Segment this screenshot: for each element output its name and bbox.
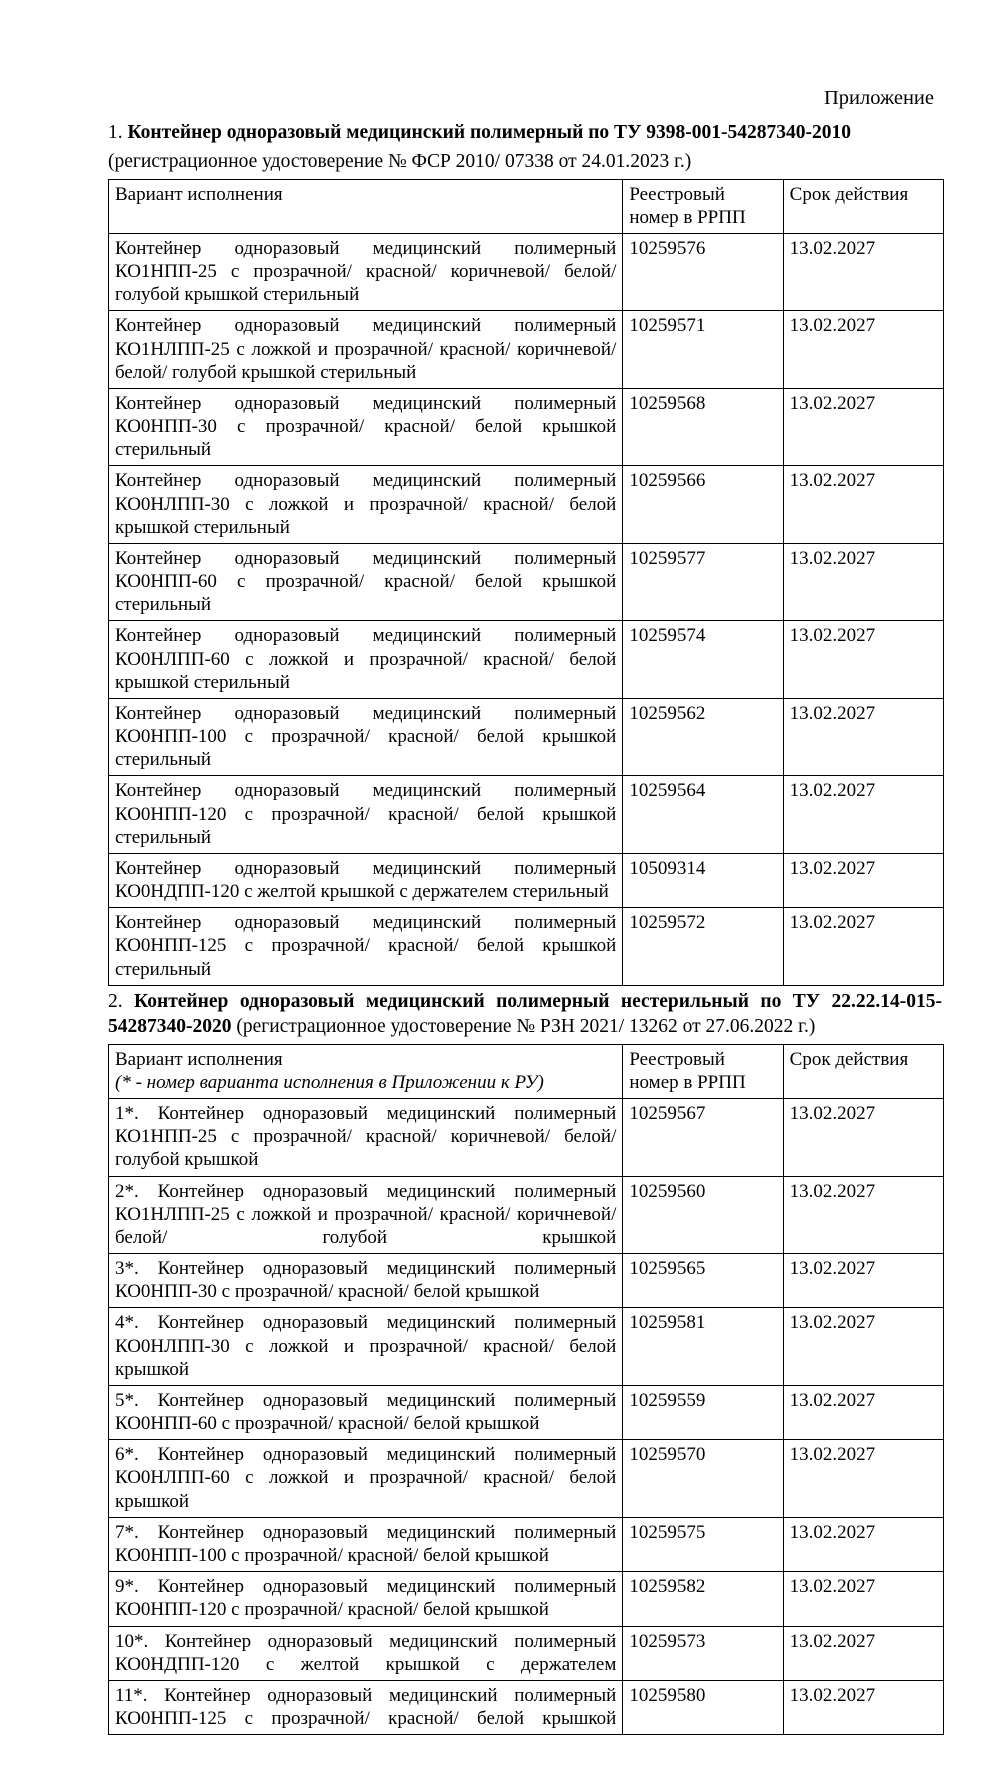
table-row xyxy=(109,233,944,311)
section-2-number: 2. xyxy=(108,990,123,1012)
cell-registry-number: 10259582 xyxy=(623,1572,783,1626)
column-header-variant xyxy=(109,1044,623,1098)
table-header-row xyxy=(109,1044,944,1098)
cell-variant: 6*. Контейнер одноразовый медицинский полимерный КО0НЛПП-60 с ложкой и прозрачной/ красной/ белой крышкой xyxy=(109,1440,623,1518)
cell-registry-number: 10259572 xyxy=(623,908,783,986)
section-2-registration: (регистрационное удостоверение № РЗН 2021/ 13262 от 27.06.2022 г.) xyxy=(236,1015,816,1037)
table-row xyxy=(109,621,944,699)
section-2-title: Контейнер одноразовый медицинский полимерный нестерильный по ТУ 22.22.14-015-54287340-2020 xyxy=(108,990,942,1037)
cell-variant: Контейнер одноразовый медицинский полимерный КО1НЛПП-25 с ложкой и прозрачной/ красной/ коричневой/ белой/ голубой крышкой стерильный xyxy=(109,311,623,389)
cell-variant: Контейнер одноразовый медицинский полимерный КО0НДПП-120 с желтой крышкой с держателем стерильный xyxy=(109,853,623,907)
cell-registry-number: 10259577 xyxy=(623,543,783,621)
section-2-heading xyxy=(108,990,944,1040)
table-row xyxy=(109,1440,944,1518)
table-row xyxy=(109,1254,944,1308)
column-header-registry-number: Реестровый номер в РРПП xyxy=(623,1044,783,1098)
cell-validity: 13.02.2027 xyxy=(783,621,943,699)
cell-registry-number: 10259576 xyxy=(623,233,783,311)
cell-validity: 13.02.2027 xyxy=(783,1572,943,1626)
section-1-number: 1. xyxy=(108,121,123,143)
cell-variant: 7*. Контейнер одноразовый медицинский полимерный КО0НПП-100 с прозрачной/ красной/ белой крышкой xyxy=(109,1517,623,1571)
cell-validity: 13.02.2027 xyxy=(783,1680,943,1734)
cell-registry-number: 10259566 xyxy=(623,466,783,544)
cell-variant: 4*. Контейнер одноразовый медицинский полимерный КО0НЛПП-30 с ложкой и прозрачной/ красной/ белой крышкой xyxy=(109,1308,623,1386)
table-row xyxy=(109,1572,944,1626)
column-header-validity: Срок действия xyxy=(783,179,943,233)
cell-registry-number: 10259571 xyxy=(623,311,783,389)
cell-registry-number: 10259575 xyxy=(623,1517,783,1571)
table-row xyxy=(109,1176,944,1254)
cell-validity: 13.02.2027 xyxy=(783,698,943,776)
cell-variant: Контейнер одноразовый медицинский полимерный КО0НПП-100 с прозрачной/ красной/ белой крышкой стерильный xyxy=(109,698,623,776)
cell-validity: 13.02.2027 xyxy=(783,1440,943,1518)
cell-validity: 13.02.2027 xyxy=(783,853,943,907)
table-row xyxy=(109,698,944,776)
cell-registry-number: 10259574 xyxy=(623,621,783,699)
cell-variant: 9*. Контейнер одноразовый медицинский полимерный КО0НПП-120 с прозрачной/ красной/ белой крышкой xyxy=(109,1572,623,1626)
section-1-title: Контейнер одноразовый медицинский полимерный по ТУ 9398-001-54287340-2010 xyxy=(127,121,851,143)
cell-validity: 13.02.2027 xyxy=(783,908,943,986)
cell-registry-number: 10259568 xyxy=(623,388,783,466)
cell-variant: 10*. Контейнер одноразовый медицинский полимерный КО0НДПП-120 с желтой крышкой с держателем xyxy=(109,1626,623,1680)
table-row xyxy=(109,1517,944,1571)
table-row xyxy=(109,1385,944,1439)
cell-validity: 13.02.2027 xyxy=(783,311,943,389)
column-header-variant-label: Вариант исполнения xyxy=(115,1048,283,1070)
section-1-registration: (регистрационное удостоверение № ФСР 2010/ 07338 от 24.01.2023 г.) xyxy=(108,150,692,172)
table-header-row xyxy=(109,179,944,233)
cell-variant: 2*. Контейнер одноразовый медицинский полимерный КО1НЛПП-25 с ложкой и прозрачной/ красной/ коричневой/ белой/ голубой крышкой xyxy=(109,1176,623,1254)
cell-validity: 13.02.2027 xyxy=(783,543,943,621)
cell-variant: 1*. Контейнер одноразовый медицинский полимерный КО1НПП-25 с прозрачной/ красной/ коричневой/ белой/ голубой крышкой xyxy=(109,1099,623,1177)
cell-validity: 13.02.2027 xyxy=(783,466,943,544)
cell-variant: Контейнер одноразовый медицинский полимерный КО0НЛПП-60 с ложкой и прозрачной/ красной/ белой крышкой стерильный xyxy=(109,621,623,699)
cell-registry-number: 10259559 xyxy=(623,1385,783,1439)
table-row xyxy=(109,1099,944,1177)
cell-registry-number: 10259570 xyxy=(623,1440,783,1518)
table-row xyxy=(109,388,944,466)
cell-registry-number: 10259564 xyxy=(623,776,783,854)
section-1-registration-line xyxy=(108,150,944,175)
column-header-validity: Срок действия xyxy=(783,1044,943,1098)
cell-variant: Контейнер одноразовый медицинский полимерный КО0НПП-30 с прозрачной/ красной/ белой крышкой стерильный xyxy=(109,388,623,466)
column-header-variant-note: (* - номер варианта исполнения в Приложении к РУ) xyxy=(115,1071,544,1093)
cell-validity: 13.02.2027 xyxy=(783,1176,943,1254)
cell-registry-number: 10259560 xyxy=(623,1176,783,1254)
cell-validity: 13.02.2027 xyxy=(783,388,943,466)
table-row xyxy=(109,776,944,854)
cell-registry-number: 10259567 xyxy=(623,1099,783,1177)
cell-variant: 11*. Контейнер одноразовый медицинский полимерный КО0НПП-125 с прозрачной/ красной/ белой крышкой xyxy=(109,1680,623,1734)
cell-variant: 3*. Контейнер одноразовый медицинский полимерный КО0НПП-30 с прозрачной/ красной/ белой крышкой xyxy=(109,1254,623,1308)
cell-validity: 13.02.2027 xyxy=(783,1385,943,1439)
cell-validity: 13.02.2027 xyxy=(783,1517,943,1571)
cell-registry-number: 10509314 xyxy=(623,853,783,907)
cell-validity: 13.02.2027 xyxy=(783,233,943,311)
appendix-label: Приложение xyxy=(823,87,934,109)
cell-variant: Контейнер одноразовый медицинский полимерный КО0НПП-125 с прозрачной/ красной/ белой крышкой стерильный xyxy=(109,908,623,986)
table-row xyxy=(109,311,944,389)
table-row xyxy=(109,466,944,544)
cell-validity: 13.02.2027 xyxy=(783,776,943,854)
cell-validity: 13.02.2027 xyxy=(783,1626,943,1680)
section-2-table xyxy=(108,1044,944,1735)
section-1-table xyxy=(108,179,944,986)
cell-registry-number: 10259565 xyxy=(623,1254,783,1308)
cell-registry-number: 10259573 xyxy=(623,1626,783,1680)
cell-registry-number: 10259580 xyxy=(623,1680,783,1734)
table-row xyxy=(109,543,944,621)
cell-variant: 5*. Контейнер одноразовый медицинский полимерный КО0НПП-60 с прозрачной/ красной/ белой крышкой xyxy=(109,1385,623,1439)
table-row xyxy=(109,1680,944,1734)
cell-variant: Контейнер одноразовый медицинский полимерный КО1НПП-25 с прозрачной/ красной/ коричневой/ белой/ голубой крышкой стерильный xyxy=(109,233,623,311)
cell-registry-number: 10259562 xyxy=(623,698,783,776)
cell-validity: 13.02.2027 xyxy=(783,1099,943,1177)
column-header-registry-number: Реестровый номер в РРПП xyxy=(623,179,783,233)
table-row xyxy=(109,908,944,986)
cell-validity: 13.02.2027 xyxy=(783,1308,943,1386)
cell-validity: 13.02.2027 xyxy=(783,1254,943,1308)
cell-variant: Контейнер одноразовый медицинский полимерный КО0НПП-60 с прозрачной/ красной/ белой крышкой стерильный xyxy=(109,543,623,621)
table-row xyxy=(109,1626,944,1680)
cell-variant: Контейнер одноразовый медицинский полимерный КО0НЛПП-30 с ложкой и прозрачной/ красной/ белой крышкой стерильный xyxy=(109,466,623,544)
cell-registry-number: 10259581 xyxy=(623,1308,783,1386)
cell-variant: Контейнер одноразовый медицинский полимерный КО0НПП-120 с прозрачной/ красной/ белой крышкой стерильный xyxy=(109,776,623,854)
table-row xyxy=(109,1308,944,1386)
table-row xyxy=(109,853,944,907)
section-1-heading xyxy=(108,121,944,146)
column-header-variant: Вариант исполнения xyxy=(109,179,623,233)
